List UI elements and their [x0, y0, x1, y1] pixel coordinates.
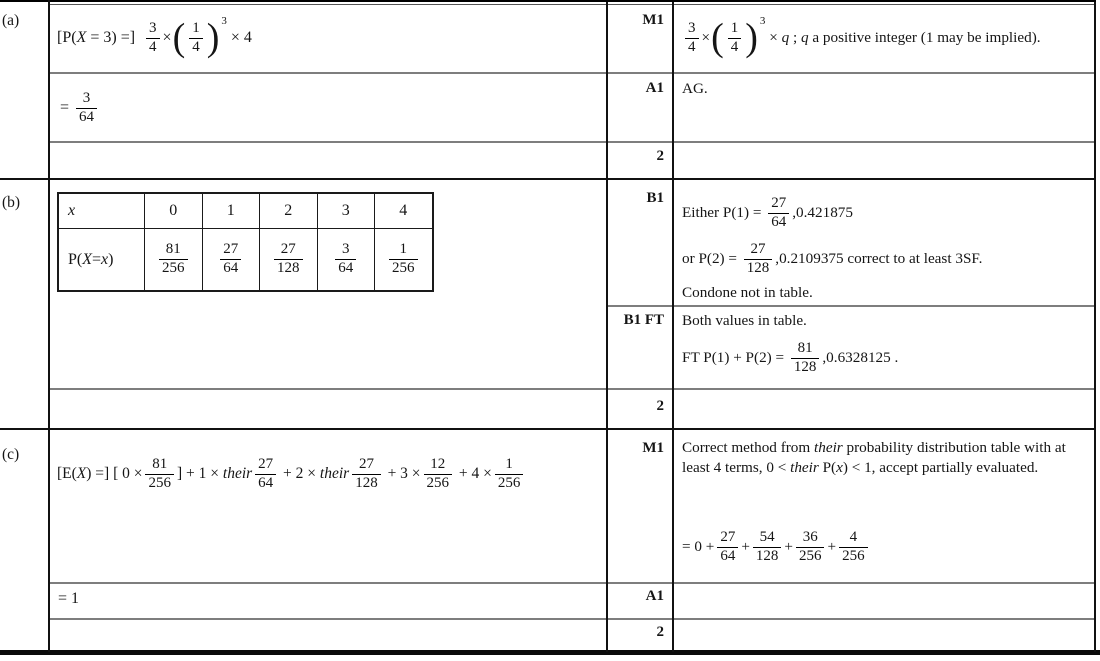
- row-line-a2: [48, 141, 1096, 143]
- x-value: 4: [374, 194, 432, 228]
- table-row: [59, 228, 432, 290]
- text: × 4: [226, 29, 252, 46]
- text: [P(: [57, 29, 77, 46]
- comment-b1-line3: Condone not in table.: [682, 284, 813, 301]
- total-a: 2: [656, 148, 664, 164]
- x-value: 3: [317, 194, 375, 228]
- text: ) =] [ 0 ×: [86, 465, 143, 482]
- right-paren: ): [745, 16, 758, 60]
- row-line-b2: [48, 388, 1096, 390]
- times-sign: ×: [701, 29, 711, 46]
- plus-sign: +: [741, 538, 750, 555]
- part-label-a: (a): [2, 12, 20, 29]
- variable-q: q: [781, 29, 790, 46]
- variable-x: X: [76, 465, 87, 482]
- mark-c-a1: A1: [645, 588, 664, 604]
- fraction: $\frac{1}{4}$: [189, 21, 203, 56]
- text: ) < 1, accept partially evaluated.: [842, 458, 1039, 476]
- comment-b1-line2: [682, 237, 982, 281]
- plus-sign: +: [827, 538, 837, 555]
- row-line-a1: [48, 72, 1096, 74]
- table-top-border: [0, 0, 1096, 2]
- comment-c-m1: [682, 438, 1090, 477]
- text: Correct method from: [682, 439, 815, 456]
- working-c-line2: = 1: [58, 590, 80, 607]
- table-row: [59, 194, 432, 228]
- text: + 2 ×: [279, 465, 320, 482]
- text: = 3) =]: [86, 29, 144, 46]
- text: Either P(1) =: [682, 204, 766, 221]
- text: or P(2) =: [682, 250, 741, 267]
- right-paren: ): [206, 16, 220, 60]
- their-italic: their: [790, 458, 819, 476]
- text: ,0.2109375 correct to at least 3SF.: [775, 250, 983, 267]
- x-value: 0: [144, 194, 202, 228]
- exponent: 3: [221, 15, 227, 27]
- comment-b1-line1: [682, 192, 853, 234]
- their-italic: their: [814, 439, 843, 456]
- fraction: $\frac{27}{128}$: [744, 242, 773, 277]
- comment-a-m1: [682, 10, 1041, 66]
- fraction: $\frac{81}{128}$: [791, 341, 820, 376]
- variable-x: x: [836, 458, 843, 476]
- comment-c-m1-formula: [682, 524, 871, 570]
- text: ×: [765, 29, 782, 46]
- text: + 3 ×: [383, 465, 421, 482]
- row-line-c2: [48, 618, 1096, 620]
- fraction: $\frac{3}{4}$: [146, 21, 160, 56]
- text: ] + 1 ×: [176, 465, 223, 482]
- row-line-c1: [48, 582, 1096, 584]
- fraction: $\frac{3}{64}$: [76, 91, 97, 126]
- fraction: $\frac{3}{4}$: [685, 21, 699, 56]
- row-label-prob: P( X = x ): [59, 228, 144, 290]
- mark-c-m1: M1: [642, 440, 664, 456]
- prob-value: $\frac{81}{256}$: [144, 228, 202, 290]
- comment-a-a1: AG.: [682, 80, 708, 97]
- fraction: $\frac{36}{256}$: [796, 530, 825, 565]
- x-value: 2: [259, 194, 317, 228]
- mark-a-m1: M1: [642, 12, 664, 28]
- left-paren: (: [711, 16, 724, 60]
- text: a positive integer (1 may be implied).: [808, 29, 1041, 46]
- column-line-marks-right: [672, 2, 674, 652]
- times-sign: ×: [162, 29, 172, 46]
- text: P(: [818, 458, 837, 476]
- text: [E(: [57, 465, 77, 482]
- header-x: x: [68, 202, 76, 219]
- part-label-b: (b): [2, 194, 21, 211]
- text: FT P(1) + P(2) =: [682, 349, 788, 366]
- fraction: $\frac{54}{128}$: [753, 530, 782, 565]
- table-right-border: [1094, 2, 1096, 652]
- prob-value: $\frac{1}{256}$: [374, 228, 432, 290]
- left-paren: (: [172, 16, 186, 60]
- fraction: $\frac{81}{256}$: [145, 457, 174, 492]
- fraction: $\frac{1}{256}$: [495, 457, 524, 492]
- their-italic: their: [222, 465, 253, 482]
- text: + 4 ×: [455, 465, 492, 482]
- text: = 0 +: [682, 538, 715, 555]
- fraction: $\frac{1}{4}$: [728, 21, 742, 56]
- row-line-b1: [606, 305, 1096, 307]
- total-b: 2: [656, 398, 664, 414]
- working-a-line2: [60, 82, 100, 134]
- working-c-line1: [57, 446, 526, 502]
- text: ,0.6328125 .: [822, 349, 899, 366]
- table-bottom-border: [0, 650, 1100, 655]
- fraction: $\frac{12}{256}$: [424, 457, 453, 492]
- text: probability distribution table with at least 4 terms, 0 <: [682, 439, 1066, 476]
- x-value: 1: [202, 194, 260, 228]
- section-line-bc: [0, 428, 1096, 430]
- text: ,0.421875: [792, 204, 853, 221]
- mark-b-b1: B1: [646, 190, 664, 206]
- fraction: $\frac{27}{128}$: [352, 457, 381, 492]
- prob-value: $\frac{3}{64}$: [317, 228, 375, 290]
- section-line-ab: [0, 178, 1096, 180]
- fraction: $\frac{27}{64}$: [717, 530, 738, 565]
- prob-value: $\frac{27}{64}$: [202, 228, 260, 290]
- equals-sign: =: [60, 99, 74, 116]
- part-label-c: (c): [2, 446, 20, 463]
- comment-b1ft-line2: [682, 336, 898, 380]
- variable-q: q: [800, 29, 809, 46]
- column-line-part: [48, 0, 50, 652]
- text: ;: [789, 29, 801, 46]
- comment-b1ft-line1: Both values in table.: [682, 312, 807, 329]
- fraction: $\frac{27}{64}$: [768, 196, 789, 231]
- plus-sign: +: [784, 538, 793, 555]
- mark-a-a1: A1: [645, 80, 664, 96]
- working-a-line1: [57, 10, 252, 66]
- fraction: $\frac{4}{256}$: [839, 530, 868, 565]
- their-italic: their: [319, 465, 350, 482]
- variable-x: X: [76, 29, 87, 46]
- fraction: $\frac{27}{64}$: [255, 457, 276, 492]
- probability-table: [57, 192, 434, 292]
- total-c: 2: [656, 624, 664, 640]
- exponent: 3: [759, 15, 766, 27]
- row-top-inner-line: [48, 4, 1096, 5]
- mark-b-b1ft: B1 FT: [623, 312, 664, 328]
- prob-value: $\frac{27}{128}$: [259, 228, 317, 290]
